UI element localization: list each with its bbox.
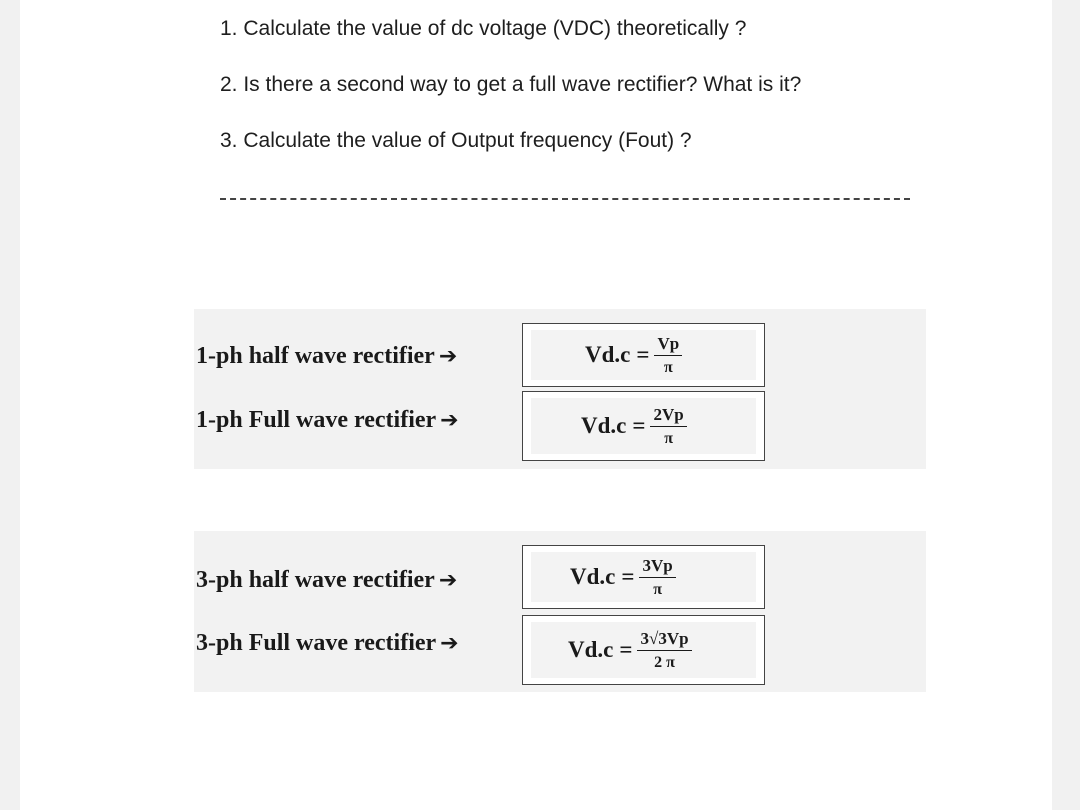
numerator: 3Vp bbox=[639, 556, 675, 578]
denominator: π bbox=[663, 358, 673, 376]
formula-box bbox=[522, 545, 765, 609]
single-phase-panel bbox=[194, 309, 926, 469]
fraction bbox=[639, 556, 675, 599]
arrow-right-icon: ➔ bbox=[440, 408, 459, 433]
fraction bbox=[650, 405, 686, 448]
document-page bbox=[20, 0, 1052, 810]
question-item: 3. Calculate the value of Output frequency (Fout) ? bbox=[220, 129, 692, 152]
denominator: 2 π bbox=[654, 653, 675, 671]
arrow-right-icon: ➔ bbox=[440, 631, 459, 656]
fraction bbox=[637, 629, 691, 672]
rectifier-label: 3-ph half wave rectifier ➔ bbox=[196, 567, 458, 593]
denominator: π bbox=[653, 580, 662, 598]
numerator: 2Vp bbox=[650, 405, 686, 427]
formula: Vd.c = $\frac{3√3Vp}{2 \pi}$ bbox=[568, 616, 692, 684]
formula-box bbox=[522, 615, 765, 685]
rectifier-label: 1-ph Full wave rectifier ➔ bbox=[196, 407, 459, 433]
question-item: 2. Is there a second way to get a full wave rectifier? What is it? bbox=[220, 73, 802, 96]
three-phase-panel bbox=[194, 531, 926, 692]
dashed-divider bbox=[220, 198, 910, 200]
question-item: 1. Calculate the value of dc voltage (VDC) theoretically ? bbox=[220, 17, 747, 40]
rectifier-label: 3-ph Full wave rectifier ➔ bbox=[196, 630, 459, 656]
question-list bbox=[220, 14, 801, 182]
formula-box bbox=[522, 323, 765, 387]
denominator: π bbox=[664, 429, 673, 447]
formula: Vd.c = $\frac{3Vp}{\pi}$ bbox=[570, 546, 676, 608]
arrow-right-icon: ➔ bbox=[438, 344, 458, 369]
arrow-right-icon: ➔ bbox=[438, 568, 458, 593]
rectifier-label: 1-ph half wave rectifier ➔ bbox=[196, 343, 458, 369]
numerator: 3√3Vp bbox=[637, 629, 691, 651]
numerator: Vp bbox=[654, 334, 682, 356]
formula: Vd.c = $\frac{Vp}{\pi}$ bbox=[585, 324, 682, 386]
formula: Vd.c = $\frac{2Vp}{\pi}$ bbox=[581, 392, 687, 460]
fraction bbox=[654, 334, 682, 377]
formula-box bbox=[522, 391, 765, 461]
